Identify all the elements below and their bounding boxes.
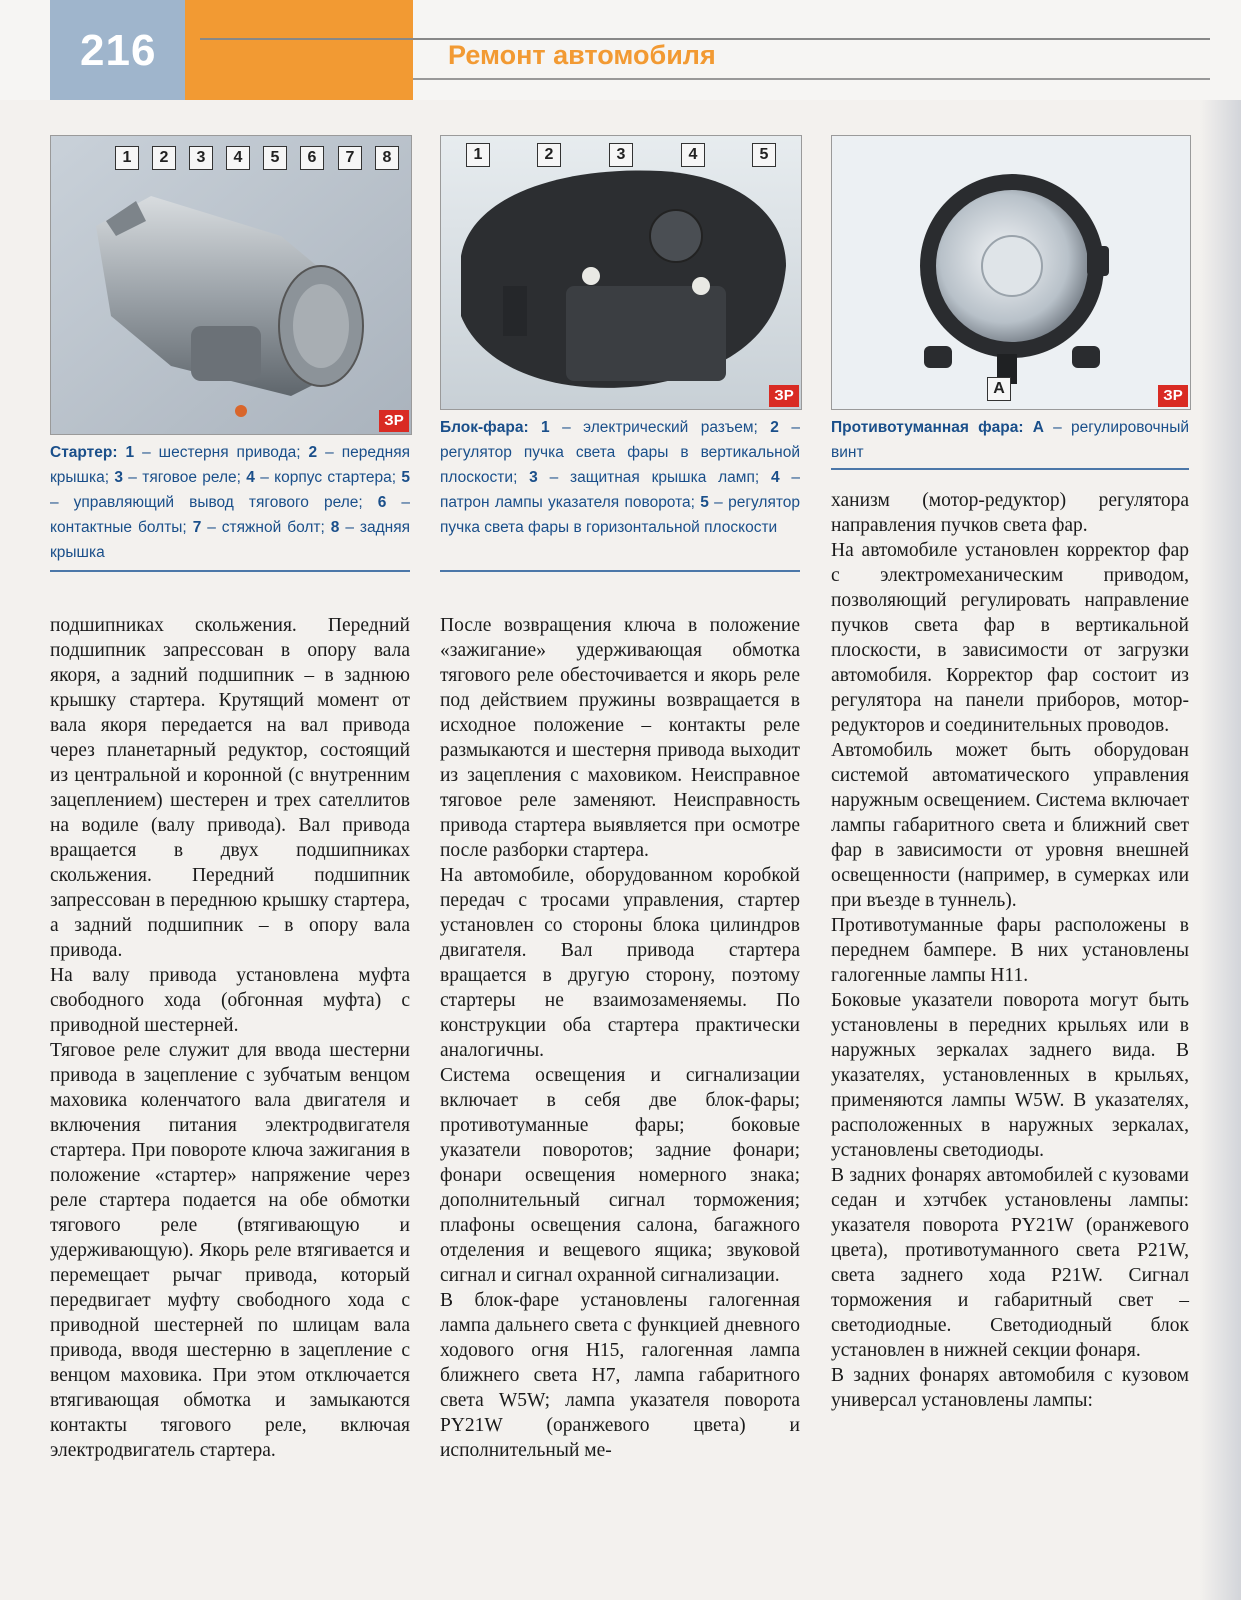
callout-1: 1	[115, 146, 139, 170]
caption-text: – регулятор пучка света фары в горизонтальной плоскости	[440, 494, 800, 536]
caption-key: 6	[377, 494, 387, 511]
paragraph: Автомобиль может быть оборудован системой автоматического управления наружным освещением. Система включает лампы габаритного света и ближний свет фар в зависимости от уровня внешней освещенности (например, в сумерках или при въезде в туннель).	[831, 740, 1189, 911]
page-number: 216	[80, 26, 157, 75]
starter-caption	[50, 440, 410, 565]
header-rule-lower	[413, 78, 1210, 80]
starter-illustration	[51, 136, 411, 434]
callout-8: 8	[375, 146, 399, 170]
caption-key: 3	[114, 469, 123, 486]
callout-7: 7	[338, 146, 362, 170]
paragraph: На автомобиле, оборудованном коробкой передач с тросами управления, стартер установлен со стороны блока цилиндров двигателя. Вал привода стартера вращается в другую сторону, поэтому стартеры не взаимозаменяемы. По конструкции оба стартера практически аналогичны.	[440, 865, 800, 1061]
callout-3: 3	[609, 143, 633, 167]
caption-text: – контактные болты;	[50, 494, 410, 536]
section-title: Ремонт автомобиля	[448, 40, 716, 70]
caption-key: 3	[529, 469, 538, 486]
callout-3: 3	[189, 146, 213, 170]
callout-4: 4	[226, 146, 250, 170]
headlamp-caption	[440, 415, 800, 540]
callout-6: 6	[300, 146, 324, 170]
text-column-3	[831, 488, 1189, 1413]
caption-text: – тяговое реле;	[122, 469, 247, 486]
page-edge-shadow	[1200, 100, 1241, 1600]
caption-text: – электрический разъем;	[549, 419, 771, 436]
header-accent-box	[185, 0, 413, 100]
callout-1: 1	[466, 143, 490, 167]
fog-lamp-illustration	[832, 136, 1190, 409]
caption-text: – корпус стартера;	[254, 469, 402, 486]
caption-rule	[831, 468, 1189, 470]
text-column-2	[440, 613, 800, 1463]
paragraph: подшипниках скольжения. Передний подшипник запрессован в опору вала якоря, а задний подшипник – в заднюю крышку стартера. Крутящий момент от вала якоря передается на вал привода через планетарный редуктор, состоящий из центральной и коронной (с внутренним зацеплением) шестерен и трех сателлитов на водиле (валу привода). Вал привода вращается в двух подшипниках скольжения. Передний подшипник запрессован в переднюю крышку стартера, а задний подшипник – в опору вала привода.	[50, 615, 410, 961]
caption-text: – задняя крышка	[50, 519, 410, 561]
fog-lamp-caption	[831, 415, 1189, 465]
paragraph: Система освещения и сигнализации включает в себя две блок-фары; противотуманные фары; боковые указатели поворотов; задние фонари; фонари освещения номерного знака; дополнительный сигнал торможения; плафоны освещения салона, багажного отделения и вещевого ящика; звуковой сигнал и сигнал охранной сигнализации.	[440, 1065, 800, 1286]
caption-key: 4	[246, 469, 255, 486]
caption-key: Блок-фара: 1	[440, 419, 550, 436]
paragraph: Боковые указатели поворота могут быть установлены в передних крыльях или в наружных зеркалах заднего вида. В указателях, установленных в крыльях, применяются лампы W5W. В указателях, расположенных в наружных зеркалах, установлены светодиоды.	[831, 990, 1189, 1161]
callout-a: A	[987, 377, 1011, 401]
caption-text: – управляющий вывод тягового реле;	[50, 494, 378, 511]
paragraph: Противотуманные фары расположены в переднем бампере. В них установлены галогенные лампы H11.	[831, 915, 1189, 986]
callout-2: 2	[152, 146, 176, 170]
caption-text: – регулировочный винт	[831, 419, 1189, 461]
callout-4: 4	[681, 143, 705, 167]
publisher-badge: ЗР	[1158, 385, 1188, 407]
callout-2: 2	[537, 143, 561, 167]
caption-rule	[440, 570, 800, 572]
caption-text: – передняя крышка;	[50, 444, 410, 486]
paragraph: ханизм (мотор-редуктор) регулятора направления пучков света фар.	[831, 490, 1189, 536]
caption-text: – регулятор пучка света фары в вертикальной плоскости;	[440, 419, 800, 486]
publisher-badge: ЗР	[769, 385, 799, 407]
paragraph: В задних фонарях автомобиля с кузовом универсал установлены лампы:	[831, 1365, 1189, 1411]
caption-key: 2	[770, 419, 779, 436]
caption-key: Противотуманная фара: А	[831, 419, 1044, 436]
headlamp-illustration	[441, 136, 801, 409]
caption-text: – патрон лампы указателя поворота;	[440, 469, 800, 511]
paragraph: На валу привода установлена муфта свободного хода (обгонная муфта) с приводной шестерней.	[50, 965, 410, 1036]
caption-key: Стартер: 1	[50, 444, 135, 461]
caption-key: 5	[700, 494, 709, 511]
starter-photo	[50, 135, 412, 435]
headlamp-photo	[440, 135, 802, 410]
caption-key: 5	[401, 469, 410, 486]
paragraph: В блок-фаре установлены галогенная лампа дальнего света с функцией дневного ходового огня H15, галогенная лампа ближнего света H7, лампа габаритного света W5W; лампа указателя поворота PY21W (оранжевого цвета) и исполнительный ме-	[440, 1290, 800, 1461]
caption-rule	[50, 570, 410, 572]
paragraph: Тяговое реле служит для ввода шестерни привода в зацепление с зубчатым венцом маховика коленчатого вала двигателя и включения питания электродвигателя стартера. При повороте ключа зажигания в положение «стартер» напряжение через реле стартера подается на обе обмотки тягового реле (втягивающую и удерживающую). Якорь реле втягивается и перемещает рычаг привода, который передвигает муфту свободного хода с приводной шестерней по шлицам вала привода, вводя шестерню в зацепление с венцом маховика. При этом отключается втягивающая обмотка и замыкаются контакты тягового реле, включая электродвигатель стартера.	[50, 1040, 410, 1461]
paragraph: После возвращения ключа в положение «зажигание» удерживающая обмотка тягового реле обесточивается и якорь реле под действием пружины возвращается в исходное положение – контакты реле размыкаются и шестерня привода выходит из зацепления с маховиком. Неисправное тяговое реле заменяют. Неисправность привода стартера выявляется при осмотре после разборки стартера.	[440, 615, 800, 861]
publisher-badge: ЗР	[379, 410, 409, 432]
caption-text: – защитная крышка ламп;	[537, 469, 771, 486]
paragraph: На автомобиле установлен корректор фар с электромеханическим приводом, позволяющий регулировать направление пучков света фар в вертикальной плоскости, в зависимости от загрузки автомобиля. Корректор фар состоит из регулятора на панели приборов, мотор-редукторов и соединительных проводов.	[831, 540, 1189, 736]
fog-lamp-photo	[831, 135, 1191, 410]
caption-key: 4	[770, 469, 780, 486]
caption-key: 2	[308, 444, 318, 461]
caption-key: 7	[192, 519, 202, 536]
paragraph: В задних фонарях автомобилей с кузовами седан и хэтчбек установлены лампы: указателя поворота PY21W (оранжевого цвета), противотуманного света P21W, света заднего хода P21W. Сигнал торможения и габаритный свет – светодиодные. Светодиодный блок установлен в нижней секции фонаря.	[831, 1165, 1189, 1361]
caption-text: – стяжной болт;	[201, 519, 331, 536]
text-column-1	[50, 613, 410, 1463]
callout-5: 5	[752, 143, 776, 167]
caption-text: – шестерня привода;	[134, 444, 309, 461]
caption-key: 8	[330, 519, 340, 536]
callout-5: 5	[263, 146, 287, 170]
